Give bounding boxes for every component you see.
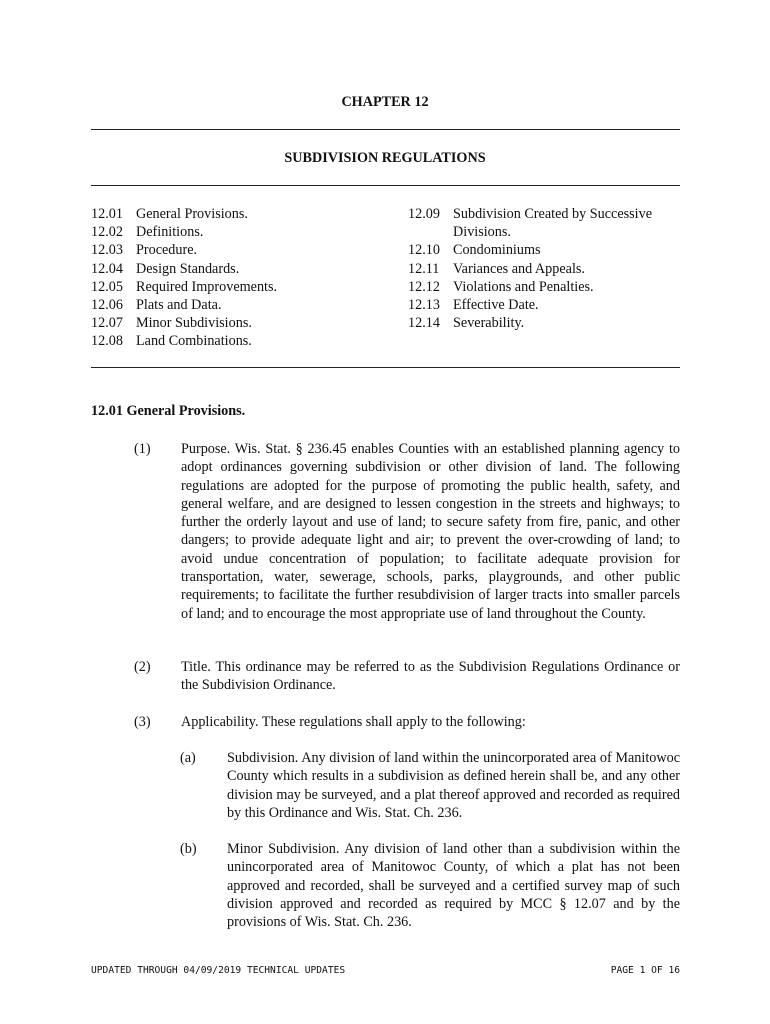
toc-right-column bbox=[408, 205, 708, 332]
toc-number: 12.04 bbox=[91, 260, 123, 277]
toc-number: 12.01 bbox=[91, 206, 123, 222]
subparagraph-text: Subdivision. Any division of land within the unincorporated area of Manitowoc County which results in a subdivision as defined herein shall be, and any other division may be surveyed, and a plat thereof approved and recorded as required by this Ordinance and Wis. Stat. Ch. 236. bbox=[227, 750, 680, 821]
toc-item bbox=[91, 241, 391, 259]
toc-label: Land Combinations. bbox=[136, 333, 252, 350]
toc-number: 12.14 bbox=[408, 315, 440, 332]
toc-label: General Provisions. bbox=[136, 206, 248, 222]
paragraph bbox=[134, 658, 680, 695]
toc-item bbox=[408, 260, 708, 278]
toc-item bbox=[408, 314, 708, 332]
toc-label: Subdivision Created by Successive bbox=[453, 206, 652, 222]
toc-number: 12.13 bbox=[408, 297, 440, 314]
toc-item bbox=[408, 241, 708, 259]
toc-number: 12.02 bbox=[91, 224, 123, 241]
toc-left-column bbox=[91, 205, 391, 351]
subparagraph-marker: (b) bbox=[180, 841, 197, 857]
toc-label: Violations and Penalties. bbox=[453, 278, 594, 295]
paragraph-text: Applicability. These regulations shall apply to the following: bbox=[181, 714, 526, 730]
toc-label: Definitions. bbox=[136, 224, 204, 241]
toc-number: 12.03 bbox=[91, 242, 123, 259]
chapter-heading: CHAPTER 12 bbox=[341, 94, 429, 110]
divider bbox=[91, 129, 680, 130]
toc-item bbox=[91, 278, 391, 296]
toc-item bbox=[408, 205, 708, 223]
toc-item bbox=[408, 296, 708, 314]
footer-updated: UPDATED THROUGH 04/09/2019 TECHNICAL UPDATES bbox=[91, 965, 346, 976]
toc-label: Condominiums bbox=[453, 242, 541, 259]
toc-number: 12.05 bbox=[91, 278, 123, 295]
toc-number: 12.09 bbox=[408, 206, 440, 222]
toc-label: Severability. bbox=[453, 315, 525, 332]
toc-number: 12.06 bbox=[91, 297, 123, 314]
toc-label: Plats and Data. bbox=[136, 297, 222, 314]
subparagraph-text: Minor Subdivision. Any division of land other than a subdivision within the unincorporated area of Manitowoc County, of which a plat has not been approved and recorded, shall be surveyed and a certified survey map of such division approved and recorded as required by MCC § 12.07 and by the provisions of Wis. Stat. Ch. 236. bbox=[227, 841, 680, 931]
toc-label: Variances and Appeals. bbox=[453, 260, 585, 277]
toc-label: Minor Subdivisions. bbox=[136, 315, 252, 332]
paragraph-text: Title. This ordinance may be referred to as the Subdivision Regulations Ordinance or the Subdivision Ordinance. bbox=[181, 659, 680, 694]
toc-label: Required Improvements. bbox=[136, 278, 278, 295]
toc-number: 12.11 bbox=[408, 260, 440, 277]
toc-item bbox=[91, 332, 391, 350]
paragraph-marker: (2) bbox=[134, 659, 151, 675]
toc-item bbox=[91, 260, 391, 278]
paragraph bbox=[134, 713, 680, 731]
toc-label: Procedure. bbox=[136, 242, 198, 259]
toc-item bbox=[91, 205, 391, 223]
toc-number: 12.10 bbox=[408, 242, 440, 259]
footer-page-number: PAGE 1 OF 16 bbox=[610, 965, 680, 976]
paragraph bbox=[134, 440, 680, 623]
toc-label: Design Standards. bbox=[136, 260, 240, 277]
toc-label: Effective Date. bbox=[453, 297, 539, 314]
divider bbox=[91, 367, 680, 368]
paragraph-marker: (1) bbox=[134, 441, 151, 457]
toc-number: 12.07 bbox=[91, 315, 123, 332]
toc-number: 12.08 bbox=[91, 333, 123, 350]
toc-label-continuation: Divisions. bbox=[453, 224, 511, 241]
section-heading: 12.01 General Provisions. bbox=[91, 403, 246, 419]
subparagraph bbox=[180, 749, 680, 822]
toc-item bbox=[408, 278, 708, 296]
toc-number: 12.12 bbox=[408, 278, 440, 295]
toc-item bbox=[91, 223, 391, 241]
page-title: SUBDIVISION REGULATIONS bbox=[284, 150, 486, 166]
subparagraph-marker: (a) bbox=[180, 750, 196, 766]
subparagraph bbox=[180, 840, 680, 931]
toc-item bbox=[91, 296, 391, 314]
toc-item bbox=[91, 314, 391, 332]
paragraph-text: Purpose. Wis. Stat. § 236.45 enables Counties with an established planning agency to adopt ordinances governing subdivision or other division of land. The following regulations are adopted for the purpose of promoting the public health, safety, and general welfare, and are designed to lessen congestion in the streets and highways; to further the orderly layout and use of land; to secure safety from fire, panic, and other dangers; to provide adequate light and air; to prevent the over-crowding of land; to avoid undue concentration of population; to facilitate adequate provision for transportation, water, sewerage, schools, parks, playgrounds, and other public requirements; to facilitate the further resubdivision of larger tracts into smaller parcels of land; and to encourage the most appropriate use of land throughout the County. bbox=[181, 441, 680, 622]
divider bbox=[91, 185, 680, 186]
paragraph-marker: (3) bbox=[134, 714, 151, 730]
